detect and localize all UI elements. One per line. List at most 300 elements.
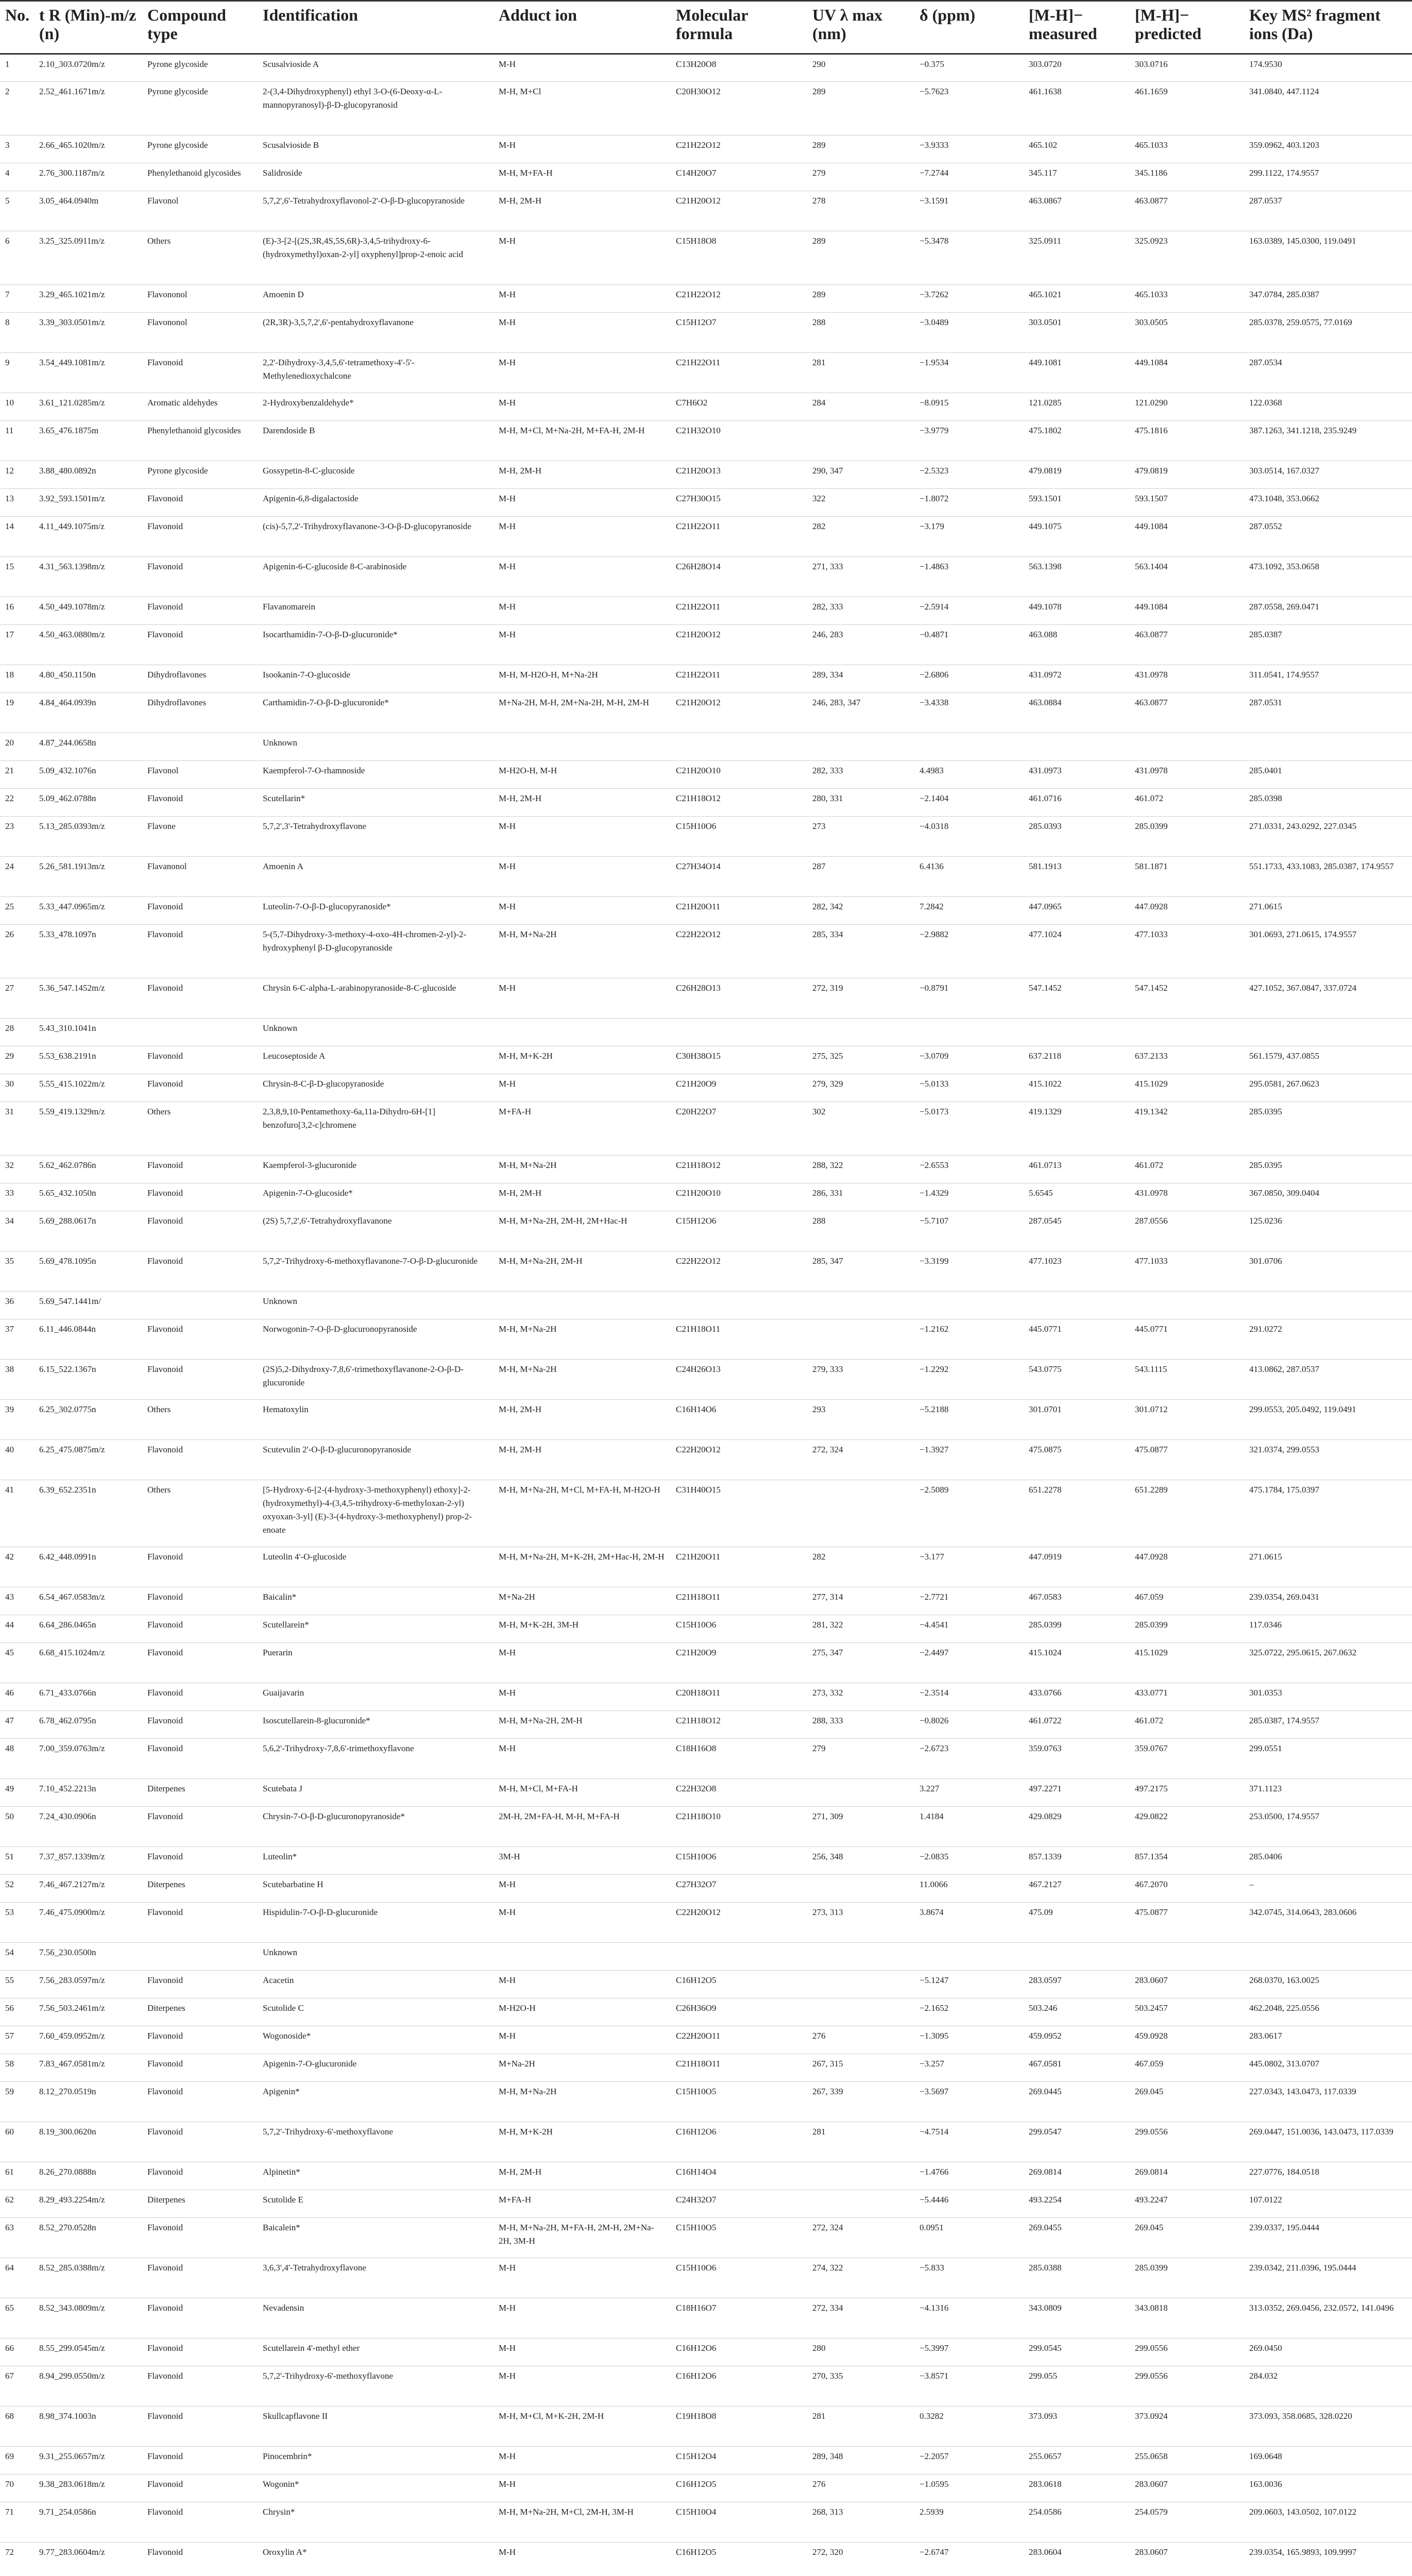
cell-mh-measured: 343.0809 xyxy=(1024,2298,1130,2338)
column-header: t R (Min)-m/z (n) xyxy=(34,1,142,54)
cell-mh-predicted: 269.0814 xyxy=(1130,2162,1244,2190)
cell-row-number: 15 xyxy=(0,557,34,597)
cell-mh-predicted: 461.1659 xyxy=(1130,82,1244,135)
cell-mh-measured: 857.1339 xyxy=(1024,1847,1130,1875)
cell-mh-measured: 497.2271 xyxy=(1024,1779,1130,1807)
cell-molecular-formula xyxy=(671,1019,807,1046)
cell-identification: (2S) 5,7,2',6'-Tetrahydroxyflavanone xyxy=(258,1211,494,1251)
cell-compound-type xyxy=(142,733,258,761)
cell-row-number: 2 xyxy=(0,82,34,135)
cell-mh-predicted: 269.045 xyxy=(1130,2218,1244,2258)
cell-uv-lambda-max: 256, 348 xyxy=(807,1847,914,1875)
cell-key-fragments: 285.0398 xyxy=(1244,789,1412,817)
cell-delta-ppm: −2.4497 xyxy=(914,1643,1024,1683)
cell-mh-predicted: 449.1084 xyxy=(1130,517,1244,557)
cell-adduct-ion: M-H xyxy=(494,557,671,597)
table-row xyxy=(0,313,1412,353)
cell-adduct-ion: M-H xyxy=(494,857,671,897)
cell-delta-ppm: −2.6806 xyxy=(914,665,1024,693)
cell-delta-ppm: −1.8072 xyxy=(914,489,1024,517)
cell-row-number: 25 xyxy=(0,897,34,925)
cell-key-fragments: 473.1092, 353.0658 xyxy=(1244,557,1412,597)
cell-adduct-ion: M-H, 2M-H xyxy=(494,1400,671,1440)
cell-mh-predicted: 255.0658 xyxy=(1130,2447,1244,2475)
column-header: Key MS² fragment ions (Da) xyxy=(1244,1,1412,54)
cell-adduct-ion: M-H, M+Na-2H, M+Cl, M+FA-H, M-H2O-H xyxy=(494,1480,671,1547)
cell-uv-lambda-max: 287 xyxy=(807,857,914,897)
cell-molecular-formula: C15H10O6 xyxy=(671,1615,807,1643)
cell-compound-type: Dihydroflavones xyxy=(142,665,258,693)
cell-adduct-ion: M-H xyxy=(494,517,671,557)
cell-uv-lambda-max: 272, 324 xyxy=(807,2218,914,2258)
cell-molecular-formula: C21H20O9 xyxy=(671,1643,807,1683)
cell-delta-ppm: 4.4983 xyxy=(914,761,1024,789)
cell-compound-type: Flavonoid xyxy=(142,625,258,665)
cell-adduct-ion: M-H xyxy=(494,489,671,517)
cell-mh-predicted: 343.0818 xyxy=(1130,2298,1244,2338)
table-row xyxy=(0,163,1412,191)
cell-compound-type: Flavonoid xyxy=(142,1211,258,1251)
cell-delta-ppm: −2.1652 xyxy=(914,1998,1024,2026)
cell-identification: Scutellarein* xyxy=(258,1615,494,1643)
cell-uv-lambda-max: 280, 331 xyxy=(807,789,914,817)
cell-molecular-formula: C21H18O11 xyxy=(671,2054,807,2082)
cell-key-fragments: 271.0615 xyxy=(1244,897,1412,925)
cell-molecular-formula: C21H22O11 xyxy=(671,597,807,625)
cell-retention-mz: 7.10_452.2213n xyxy=(34,1779,142,1807)
cell-identification: 5,7,2'-Trihydroxy-6'-methoxyflavone xyxy=(258,2366,494,2406)
cell-key-fragments: 285.0378, 259.0575, 77.0169 xyxy=(1244,313,1412,353)
cell-delta-ppm: −3.9333 xyxy=(914,135,1024,163)
column-header: δ (ppm) xyxy=(914,1,1024,54)
cell-key-fragments xyxy=(1244,1943,1412,1971)
cell-key-fragments: 303.0514, 167.0327 xyxy=(1244,461,1412,489)
cell-mh-measured: 433.0766 xyxy=(1024,1683,1130,1711)
cell-mh-measured: 299.0545 xyxy=(1024,2338,1130,2366)
cell-identification: 2,2'-Dihydroxy-3,4,5,6'-tetramethoxy-4'-5'-Methylenedioxychalcone xyxy=(258,353,494,393)
cell-retention-mz: 5.33_447.0965m/z xyxy=(34,897,142,925)
cell-molecular-formula: C18H16O7 xyxy=(671,2298,807,2338)
cell-adduct-ion xyxy=(494,1292,671,1319)
cell-compound-type: Flavonoid xyxy=(142,978,258,1019)
cell-key-fragments: 227.0776, 184.0518 xyxy=(1244,2162,1412,2190)
cell-mh-predicted: 475.0877 xyxy=(1130,1903,1244,1943)
cell-row-number: 57 xyxy=(0,2026,34,2054)
cell-mh-predicted: 431.0978 xyxy=(1130,761,1244,789)
cell-compound-type: Pyrone glycoside xyxy=(142,461,258,489)
cell-delta-ppm: 7.2842 xyxy=(914,897,1024,925)
cell-delta-ppm: −5.0133 xyxy=(914,1074,1024,1102)
cell-mh-measured: 299.055 xyxy=(1024,2366,1130,2406)
cell-row-number: 13 xyxy=(0,489,34,517)
cell-delta-ppm: 6.4136 xyxy=(914,857,1024,897)
cell-identification: Scutebata J xyxy=(258,1779,494,1807)
cell-uv-lambda-max xyxy=(807,733,914,761)
cell-compound-type: Flavonoid xyxy=(142,1251,258,1292)
cell-identification: Scutellarein 4'-methyl ether xyxy=(258,2338,494,2366)
cell-mh-measured: 477.1024 xyxy=(1024,925,1130,978)
cell-key-fragments: 287.0534 xyxy=(1244,353,1412,393)
cell-uv-lambda-max: 282, 333 xyxy=(807,597,914,625)
cell-identification: 2,3,8,9,10-Pentamethoxy-6a,11a-Dihydro-6H-[1] benzofuro[3,2-c]chromene xyxy=(258,1102,494,1156)
cell-compound-type: Flavonoid xyxy=(142,1711,258,1739)
table-row xyxy=(0,2082,1412,2122)
cell-retention-mz: 7.56_283.0597m/z xyxy=(34,1971,142,1998)
cell-mh-predicted: 461.072 xyxy=(1130,1156,1244,1183)
cell-mh-predicted: 447.0928 xyxy=(1130,1547,1244,1587)
cell-adduct-ion: M-H xyxy=(494,1683,671,1711)
cell-key-fragments: 163.0036 xyxy=(1244,2475,1412,2502)
column-header: Adduct ion xyxy=(494,1,671,54)
table-row xyxy=(0,1156,1412,1183)
cell-identification: Darendoside B xyxy=(258,421,494,461)
cell-adduct-ion: M-H xyxy=(494,1875,671,1903)
cell-adduct-ion: M+FA-H xyxy=(494,1102,671,1156)
cell-delta-ppm: −2.5089 xyxy=(914,1480,1024,1547)
cell-uv-lambda-max xyxy=(807,2162,914,2190)
cell-uv-lambda-max: 289, 348 xyxy=(807,2447,914,2475)
table-row xyxy=(0,231,1412,285)
cell-mh-predicted: 445.0771 xyxy=(1130,1319,1244,1360)
cell-mh-measured: 431.0973 xyxy=(1024,761,1130,789)
cell-row-number: 26 xyxy=(0,925,34,978)
cell-identification: Leucoseptoside A xyxy=(258,1046,494,1074)
cell-identification: Scutebarbatine H xyxy=(258,1875,494,1903)
cell-delta-ppm: −0.8791 xyxy=(914,978,1024,1019)
table-row xyxy=(0,2543,1412,2576)
cell-key-fragments: 561.1579, 437.0855 xyxy=(1244,1046,1412,1074)
cell-delta-ppm: −1.9534 xyxy=(914,353,1024,393)
table-row xyxy=(0,1998,1412,2026)
cell-delta-ppm: −7.2744 xyxy=(914,163,1024,191)
cell-uv-lambda-max: 277, 314 xyxy=(807,1587,914,1615)
cell-adduct-ion: M-H, M+Cl, M+FA-H xyxy=(494,1779,671,1807)
cell-key-fragments: 341.0840, 447.1124 xyxy=(1244,82,1412,135)
cell-mh-predicted: 449.1084 xyxy=(1130,597,1244,625)
cell-mh-predicted: 497.2175 xyxy=(1130,1779,1244,1807)
cell-retention-mz: 7.46_467.2127m/z xyxy=(34,1875,142,1903)
cell-key-fragments: 239.0354, 165.9893, 109.9997 xyxy=(1244,2543,1412,2576)
cell-identification: 5,7,2'-Trihydroxy-6-methoxyflavanone-7-O-β-D-glucuronide xyxy=(258,1251,494,1292)
cell-identification: Nevadensin xyxy=(258,2298,494,2338)
cell-compound-type: Diterpenes xyxy=(142,1998,258,2026)
cell-mh-measured: 303.0720 xyxy=(1024,54,1130,82)
cell-adduct-ion: M-H, 2M-H xyxy=(494,1183,671,1211)
cell-mh-predicted: 543.1115 xyxy=(1130,1360,1244,1400)
cell-retention-mz: 6.68_415.1024m/z xyxy=(34,1643,142,1683)
cell-row-number: 72 xyxy=(0,2543,34,2576)
cell-mh-measured: 254.0586 xyxy=(1024,2502,1130,2543)
cell-uv-lambda-max: 289 xyxy=(807,285,914,313)
cell-compound-type: Aromatic aldehydes xyxy=(142,393,258,421)
cell-key-fragments: 299.0553, 205.0492, 119.0491 xyxy=(1244,1400,1412,1440)
cell-uv-lambda-max: 288, 322 xyxy=(807,1156,914,1183)
cell-mh-predicted: 301.0712 xyxy=(1130,1400,1244,1440)
cell-mh-predicted: 283.0607 xyxy=(1130,1971,1244,1998)
cell-row-number: 60 xyxy=(0,2122,34,2162)
cell-key-fragments: 285.0395 xyxy=(1244,1102,1412,1156)
cell-identification: Carthamidin-7-O-β-D-glucuronide* xyxy=(258,693,494,733)
cell-compound-type: Flavonoid xyxy=(142,2502,258,2543)
table-row xyxy=(0,1046,1412,1074)
cell-row-number: 36 xyxy=(0,1292,34,1319)
cell-mh-predicted: 581.1871 xyxy=(1130,857,1244,897)
cell-retention-mz: 3.65_476.1875m xyxy=(34,421,142,461)
cell-retention-mz: 5.69_288.0617n xyxy=(34,1211,142,1251)
cell-key-fragments: 287.0537 xyxy=(1244,191,1412,231)
cell-mh-predicted: 465.1033 xyxy=(1130,135,1244,163)
cell-uv-lambda-max: 270, 335 xyxy=(807,2366,914,2406)
cell-compound-type: Others xyxy=(142,1400,258,1440)
cell-compound-type: Pyrone glycoside xyxy=(142,54,258,82)
cell-row-number: 46 xyxy=(0,1683,34,1711)
cell-row-number: 19 xyxy=(0,693,34,733)
cell-retention-mz: 6.42_448.0991n xyxy=(34,1547,142,1587)
cell-adduct-ion: M-H xyxy=(494,2298,671,2338)
cell-uv-lambda-max: 276 xyxy=(807,2475,914,2502)
cell-adduct-ion: M-H, M+K-2H, 3M-H xyxy=(494,1615,671,1643)
cell-key-fragments: 301.0693, 271.0615, 174.9557 xyxy=(1244,925,1412,978)
cell-uv-lambda-max: 279 xyxy=(807,163,914,191)
cell-mh-measured: 303.0501 xyxy=(1024,313,1130,353)
cell-uv-lambda-max: 289 xyxy=(807,82,914,135)
cell-mh-predicted: 415.1029 xyxy=(1130,1643,1244,1683)
cell-compound-type: Flavonoid xyxy=(142,1587,258,1615)
cell-mh-predicted: 477.1033 xyxy=(1130,1251,1244,1292)
cell-uv-lambda-max xyxy=(807,1998,914,2026)
table-row xyxy=(0,421,1412,461)
cell-uv-lambda-max xyxy=(807,1779,914,1807)
cell-row-number: 32 xyxy=(0,1156,34,1183)
table-row xyxy=(0,1400,1412,1440)
cell-mh-predicted: 419.1342 xyxy=(1130,1102,1244,1156)
cell-uv-lambda-max: 275, 325 xyxy=(807,1046,914,1074)
cell-mh-predicted: 463.0877 xyxy=(1130,191,1244,231)
cell-identification: 2-(3,4-Dihydroxyphenyl) ethyl 3-O-(6-Deoxy-α-L-mannopyranosyl)-β-D-glucopyranosid xyxy=(258,82,494,135)
cell-identification: Baicalein* xyxy=(258,2218,494,2258)
cell-mh-measured xyxy=(1024,1943,1130,1971)
cell-compound-type: Flavonoid xyxy=(142,2026,258,2054)
cell-compound-type: Flavonoid xyxy=(142,2475,258,2502)
cell-compound-type: Flavonoid xyxy=(142,557,258,597)
cell-retention-mz: 7.24_430.0906n xyxy=(34,1807,142,1847)
cell-key-fragments: 367.0850, 309.0404 xyxy=(1244,1183,1412,1211)
cell-mh-predicted: 254.0579 xyxy=(1130,2502,1244,2543)
cell-adduct-ion: M-H, M+Na-2H, 2M-H xyxy=(494,1251,671,1292)
cell-row-number: 37 xyxy=(0,1319,34,1360)
table-row xyxy=(0,1683,1412,1711)
cell-molecular-formula: C16H12O6 xyxy=(671,2366,807,2406)
cell-mh-measured: 269.0814 xyxy=(1024,2162,1130,2190)
cell-compound-type: Flavonoid xyxy=(142,2082,258,2122)
cell-adduct-ion: M+Na-2H, M-H, 2M+Na-2H, M-H, 2M-H xyxy=(494,693,671,733)
table-row xyxy=(0,1739,1412,1779)
cell-row-number: 66 xyxy=(0,2338,34,2366)
cell-adduct-ion: M-H xyxy=(494,625,671,665)
cell-mh-measured: 419.1329 xyxy=(1024,1102,1130,1156)
cell-molecular-formula: C24H26O13 xyxy=(671,1360,807,1400)
cell-mh-predicted: 303.0716 xyxy=(1130,54,1244,82)
cell-mh-measured: 493.2254 xyxy=(1024,2190,1130,2218)
cell-identification: 5,6,2'-Trihydroxy-7,8,6'-trimethoxyflavone xyxy=(258,1739,494,1779)
cell-retention-mz: 5.62_462.0786n xyxy=(34,1156,142,1183)
cell-key-fragments: 301.0706 xyxy=(1244,1251,1412,1292)
cell-mh-measured: 283.0618 xyxy=(1024,2475,1130,2502)
cell-key-fragments: 284.032 xyxy=(1244,2366,1412,2406)
cell-identification: Kaempferol-3-glucuronide xyxy=(258,1156,494,1183)
cell-row-number: 61 xyxy=(0,2162,34,2190)
cell-mh-measured: 465.102 xyxy=(1024,135,1130,163)
cell-delta-ppm xyxy=(914,733,1024,761)
cell-adduct-ion: M-H, M+Na-2H, M+FA-H, 2M-H, 2M+Na-2H, 3M-H xyxy=(494,2218,671,2258)
cell-uv-lambda-max: 288, 333 xyxy=(807,1711,914,1739)
table-row xyxy=(0,1847,1412,1875)
cell-row-number: 62 xyxy=(0,2190,34,2218)
cell-mh-measured: 429.0829 xyxy=(1024,1807,1130,1847)
table-row xyxy=(0,2502,1412,2543)
table-row xyxy=(0,2122,1412,2162)
cell-key-fragments: 359.0962, 403.1203 xyxy=(1244,135,1412,163)
cell-uv-lambda-max: 267, 315 xyxy=(807,2054,914,2082)
cell-compound-type xyxy=(142,1943,258,1971)
cell-row-number: 24 xyxy=(0,857,34,897)
cell-mh-measured: 459.0952 xyxy=(1024,2026,1130,2054)
cell-identification: [5-Hydroxy-6-[2-(4-hydroxy-3-methoxyphenyl) ethoxy]-2-(hydroxymethyl)-4-(3,4,5-trihydroxy-6-methyloxan-2-yl) oxyoxan-3-yl] (E)-3-(4-hydroxy-3-methoxyphenyl) prop-2-enoate xyxy=(258,1480,494,1547)
column-header: [M-H]− measured xyxy=(1024,1,1130,54)
cell-uv-lambda-max: 273, 313 xyxy=(807,1903,914,1943)
cell-key-fragments: 269.0447, 151.0036, 143.0473, 117.0339 xyxy=(1244,2122,1412,2162)
cell-retention-mz: 3.25_325.0911m/z xyxy=(34,231,142,285)
cell-delta-ppm: −3.8571 xyxy=(914,2366,1024,2406)
cell-retention-mz: 4.50_463.0880m/z xyxy=(34,625,142,665)
cell-delta-ppm: −2.6553 xyxy=(914,1156,1024,1183)
cell-delta-ppm: −2.5914 xyxy=(914,597,1024,625)
cell-row-number: 1 xyxy=(0,54,34,82)
cell-mh-measured: 449.1075 xyxy=(1024,517,1130,557)
cell-row-number: 3 xyxy=(0,135,34,163)
cell-compound-type: Phenylethanoid glycosides xyxy=(142,163,258,191)
cell-compound-type xyxy=(142,1019,258,1046)
cell-molecular-formula: C22H22O12 xyxy=(671,1251,807,1292)
cell-adduct-ion: M-H, M+Cl, M+K-2H, 2M-H xyxy=(494,2406,671,2447)
cell-adduct-ion: M-H, M+Na-2H xyxy=(494,925,671,978)
cell-key-fragments: 285.0387, 174.9557 xyxy=(1244,1711,1412,1739)
cell-adduct-ion: M-H, 2M-H xyxy=(494,789,671,817)
cell-row-number: 65 xyxy=(0,2298,34,2338)
cell-row-number: 22 xyxy=(0,789,34,817)
cell-retention-mz: 3.54_449.1081m/z xyxy=(34,353,142,393)
cell-molecular-formula: C22H32O8 xyxy=(671,1779,807,1807)
cell-compound-type xyxy=(142,1292,258,1319)
cell-uv-lambda-max: 272, 324 xyxy=(807,1440,914,1480)
cell-identification: Chrysin-7-O-β-D-glucuronopyranoside* xyxy=(258,1807,494,1847)
cell-uv-lambda-max: 246, 283 xyxy=(807,625,914,665)
cell-adduct-ion: M-H xyxy=(494,1739,671,1779)
table-row xyxy=(0,1251,1412,1292)
cell-row-number: 71 xyxy=(0,2502,34,2543)
cell-delta-ppm: −4.0318 xyxy=(914,817,1024,857)
cell-mh-predicted: 415.1029 xyxy=(1130,1074,1244,1102)
cell-molecular-formula: C21H18O11 xyxy=(671,1319,807,1360)
cell-retention-mz: 4.50_449.1078m/z xyxy=(34,597,142,625)
cell-uv-lambda-max xyxy=(807,1319,914,1360)
cell-row-number: 7 xyxy=(0,285,34,313)
cell-uv-lambda-max: 288 xyxy=(807,1211,914,1251)
cell-retention-mz: 8.12_270.0519n xyxy=(34,2082,142,2122)
cell-identification: 2-Hydroxybenzaldehyde* xyxy=(258,393,494,421)
cell-molecular-formula: C14H20O7 xyxy=(671,163,807,191)
cell-row-number: 63 xyxy=(0,2218,34,2258)
cell-adduct-ion: M-H xyxy=(494,897,671,925)
cell-identification: (cis)-5,7,2'-Trihydroxyflavanone-3-O-β-D-glucopyranoside xyxy=(258,517,494,557)
cell-delta-ppm: −3.5697 xyxy=(914,2082,1024,2122)
cell-identification: Skullcapflavone II xyxy=(258,2406,494,2447)
cell-delta-ppm: −8.0915 xyxy=(914,393,1024,421)
cell-delta-ppm: −2.7721 xyxy=(914,1587,1024,1615)
cell-uv-lambda-max: 268, 313 xyxy=(807,2502,914,2543)
cell-compound-type: Diterpenes xyxy=(142,2190,258,2218)
cell-compound-type: Flavonoid xyxy=(142,2543,258,2576)
cell-adduct-ion: M-H xyxy=(494,2338,671,2366)
cell-molecular-formula: C15H10O6 xyxy=(671,1847,807,1875)
cell-compound-type: Flavonol xyxy=(142,191,258,231)
cell-mh-predicted: 359.0767 xyxy=(1130,1739,1244,1779)
cell-molecular-formula: C16H12O5 xyxy=(671,2543,807,2576)
cell-retention-mz: 5.36_547.1452m/z xyxy=(34,978,142,1019)
cell-mh-predicted: 299.0556 xyxy=(1130,2366,1244,2406)
cell-identification: Wogonin* xyxy=(258,2475,494,2502)
cell-adduct-ion: M-H, 2M-H xyxy=(494,2162,671,2190)
cell-identification: Hematoxylin xyxy=(258,1400,494,1440)
cell-compound-type: Others xyxy=(142,1102,258,1156)
cell-identification: Luteolin 4'-O-glucoside xyxy=(258,1547,494,1587)
cell-identification: Hispidulin-7-O-β-D-glucuronide xyxy=(258,1903,494,1943)
cell-key-fragments: 271.0331, 243.0292, 227.0345 xyxy=(1244,817,1412,857)
cell-retention-mz: 8.29_493.2254m/z xyxy=(34,2190,142,2218)
cell-mh-measured: 345.117 xyxy=(1024,163,1130,191)
cell-delta-ppm: 1.4184 xyxy=(914,1807,1024,1847)
table-row xyxy=(0,191,1412,231)
cell-row-number: 56 xyxy=(0,1998,34,2026)
cell-adduct-ion: M-H xyxy=(494,1971,671,1998)
cell-molecular-formula xyxy=(671,1943,807,1971)
table-row xyxy=(0,857,1412,897)
cell-uv-lambda-max: 285, 334 xyxy=(807,925,914,978)
cell-molecular-formula: C31H40O15 xyxy=(671,1480,807,1547)
cell-adduct-ion: M-H xyxy=(494,2258,671,2298)
cell-compound-type: Flavononol xyxy=(142,285,258,313)
cell-adduct-ion: M-H2O-H xyxy=(494,1998,671,2026)
cell-row-number: 12 xyxy=(0,461,34,489)
table-row xyxy=(0,489,1412,517)
cell-molecular-formula xyxy=(671,733,807,761)
cell-row-number: 54 xyxy=(0,1943,34,1971)
cell-compound-type: Pyrone glycoside xyxy=(142,135,258,163)
table-row xyxy=(0,817,1412,857)
cell-mh-predicted: 463.0877 xyxy=(1130,693,1244,733)
cell-identification: Apigenin-6-C-glucoside 8-C-arabinoside xyxy=(258,557,494,597)
cell-retention-mz: 7.46_475.0900m/z xyxy=(34,1903,142,1943)
cell-compound-type: Flavonoid xyxy=(142,1319,258,1360)
cell-row-number: 28 xyxy=(0,1019,34,1046)
cell-identification: Unknown xyxy=(258,1019,494,1046)
cell-molecular-formula: C26H36O9 xyxy=(671,1998,807,2026)
cell-compound-type: Flavonoid xyxy=(142,2447,258,2475)
cell-row-number: 18 xyxy=(0,665,34,693)
cell-row-number: 68 xyxy=(0,2406,34,2447)
cell-compound-type: Flavonoid xyxy=(142,789,258,817)
cell-delta-ppm: −5.833 xyxy=(914,2258,1024,2298)
